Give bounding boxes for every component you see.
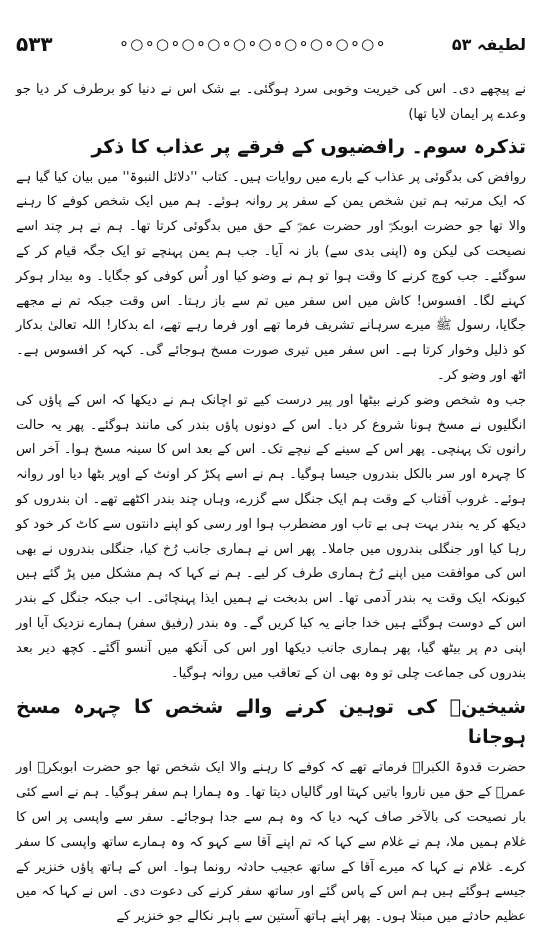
paragraph-3: حضرت قدوۃ الکبراؒ فرماتے تھے کہ کوفے کا رہنے والا ایک شخص تھا جو حضرت ابوبکرؓ اور عمرؓ کے حق میں ناروا باتیں کہتا اور گالیاں دیتا تھا۔ وہ ہمارا ہم سفر ہوگیا۔ ہم نے اسے کئی بار نصیحت کی بالآخر صاف کہہ دیا کہ وہ ہم سے جدا ہوجائے۔ سفر سے واپسی پر اس کا غلام ہمیں ملا، ہم نے غلام سے کہا کہ تم اپنے آقا سے کہو کہ وہ ہمارے ساتھ واپسی کا سفر کرے۔ غلام نے کہا کہ میرے آقا کے ساتھ عجیب حادثہ رونما ہوا۔ اس کے ہاتھ پاؤں خنزیر کے جیسے ہوگئے ہیں ہم اس کے پاس گئے اور ساتھ سفر کرنے کی دعوت دی۔ اس نے کہا کہ میں عظیم حادثے میں مبتلا ہوں۔ پھر اپنے ہاتھ آستین سے باہر نکالے جو خنزیر کے — [16, 760, 526, 925]
paragraph-1: روافض کی بدگوئی پر عذاب کے بارے میں روایات ہیں۔ کتاب ''دلائل النبوۃ'' میں بیان کیا گیا ہے کہ ایک مرتبہ ہم تین شخص یمن کے سفر پر روانہ ہوئے۔ ہم میں ایک شخص کوفے کا رہنے والا تھا جو حضرت ابوبکرؓ اور حضرت عمرؓ کے حق میں بدگوئی کرتا تھا۔ ہم نے ہر چند اسے نصیحت کی لیکن وہ (اپنی بدی سے) باز نہ آیا۔ جب ہم یمن پہنچے تو ایک جگہ قیام کر کے سوگئے۔ جب کوچ کرنے کا وقت ہوا تو ہم نے وضو کیا اور اُس کوفی کو جگایا۔ وہ بیدار ہوکر کہنے لگا۔ افسوس! کاش میں اس سفر میں تم سے باز رہتا۔ اس وقت جبکہ تم نے مجھے جگایا، رسول ﷺ میرے سرہانے تشریف فرما تھے اور فرما رہے تھے، اے بدکار! اللہ تعالیٰ بدکار کو ذلیل وخوار کرتا ہے۔ اس سفر میں تیری صورت مسخ ہوجائے گی۔ کہہ کر افسوس ہے۔ اٹھ اور وضو کر۔ — [16, 169, 526, 383]
intro-paragraph: نے پیچھے دی۔ اس کی خیریت وخوبی سرد ہوگئی۔ بے شک اس نے دنیا کو برطرف کر دیا جو وعدے پر ایمان لایا تھا) — [16, 82, 526, 122]
header-ornament: ⚬○⚬○⚬○⚬○⚬○⚬○⚬○⚬○⚬○⚬○⚬ — [117, 35, 387, 53]
running-title: لطیفہ ۵۳ — [451, 34, 526, 54]
page-header — [10, 30, 530, 58]
section-heading-1: تذکرہ سوم۔ رافضیوں کے فرقے پر عذاب کا ذکر — [91, 135, 526, 158]
section-heading-2: شیخینؓ کی توہین کرنے والے شخص کا چہرہ مسخ ہوجانا — [16, 696, 526, 749]
page-number: ۵۳۳ — [16, 32, 53, 56]
page-body — [16, 78, 526, 930]
paragraph-2: جب وہ شخص وضو کرنے بیٹھا اور پیر درست کیے تو اچانک ہم نے دیکھا کہ اس کے پاؤں کی انگلیوں نے مسخ ہونا شروع کر دیا۔ اس کے دونوں پاؤں بندر کی مانند ہوگئے۔ پھر یہ حالت رانوں تک پہنچی۔ پھر اس کے سینے کے نیچے تک۔ اس کے بعد اس کا سینہ مسخ ہوا۔ آخر اس کا چہرہ اور سر بالکل بندروں جیسا ہوگیا۔ ہم نے اسے پکڑ کر اونٹ کے اوپر بٹھا دیا اور روانہ ہوئے۔ غروب آفتاب کے وقت ہم ایک جنگل سے گزرے، وہاں چند بندر اکٹھے تھے۔ ان بندروں کو دیکھ کر یہ بندر بہت ہی بے تاب اور مضطرب ہوا اور رسی کو اپنے دانتوں سے کاٹ کر خود کو رہا کیا اور جنگلی بندروں میں جاملا۔ پھر اس نے ہماری جانب رُخ کیا، جنگلی بندروں نے بھی اس کی موافقت میں اپنے رُخ ہماری طرف کر لیے۔ ہم نے کہا کہ ہم مشکل میں پڑ گئے ہیں کیونکہ ایک وقت یہ بندر آدمی تھا۔ اس بدبخت نے ہمیں ایذا پہنچائی۔ اب جبکہ جنگل کے بندر اس کے دوست ہوگئے ہیں خدا جانے یہ کیا کریں گے۔ وہ بندر (رفیق سفر) ہمارے نزدیک آیا اور اپنی دم پر بیٹھ گیا، پھر ہماری جانب دیکھا اور اس کی آنکھ میں آنسو آگئے۔ کچھ دیر بعد بندروں کی جماعت چلی تو وہ بھی ان کے تعاقب میں روانہ ہوگیا۔ — [16, 392, 526, 681]
